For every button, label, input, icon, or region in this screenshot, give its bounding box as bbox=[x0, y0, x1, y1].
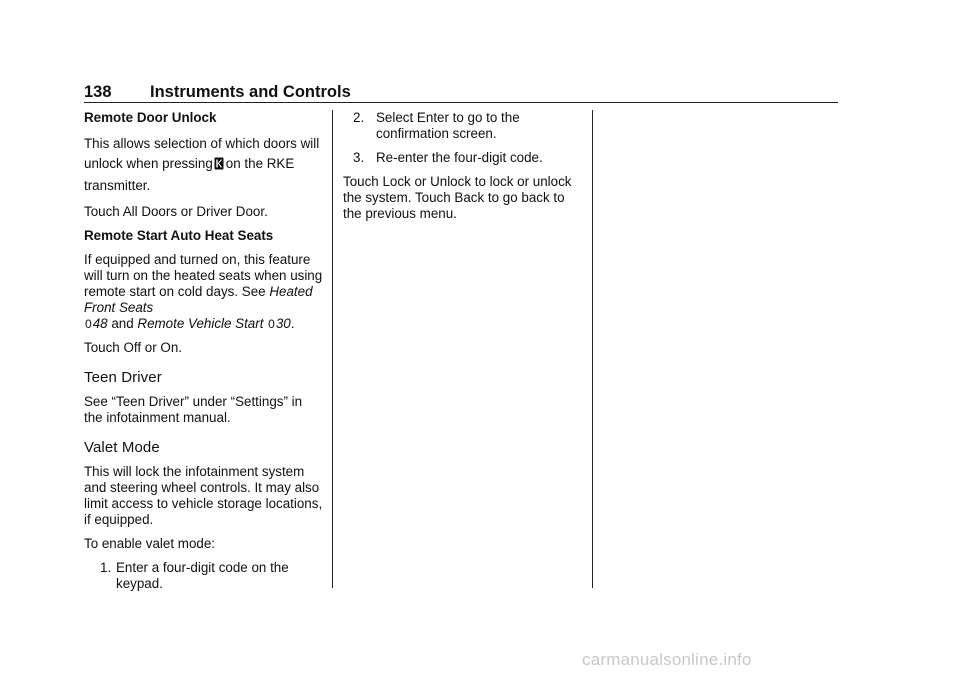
xref-arrow-icon: 0 bbox=[268, 317, 275, 331]
list-item: 3. Re-enter the four-digit code. bbox=[353, 150, 543, 165]
watermark: carmanualsonline.info bbox=[582, 650, 752, 669]
link-remote-vehicle-start[interactable]: Remote Vehicle Start bbox=[137, 316, 264, 331]
page-ref-48[interactable]: 48 bbox=[92, 316, 108, 331]
remote-start-heat-heading: Remote Start Auto Heat Seats bbox=[84, 228, 274, 243]
column-middle bbox=[343, 110, 583, 230]
xref-arrow-icon: 0 bbox=[85, 317, 92, 331]
valet-mode-text: This will lock the infotainment system and steering wheel controls. It may also limit access to vehicle storage locations, if equipped. bbox=[84, 464, 323, 527]
column-left bbox=[84, 110, 324, 600]
remote-start-heat-text: If equipped and turned on, this feature will turn on the heated seats when using remote start on cold days. See Heated Front Seats 048 and Remote Vehicle Start 030. bbox=[84, 252, 323, 331]
valet-mode-heading: Valet Mode bbox=[84, 439, 160, 456]
page-number: 138 bbox=[84, 83, 112, 101]
page-ref-30[interactable]: 30 bbox=[275, 316, 291, 331]
valet-steps-list bbox=[84, 560, 324, 592]
remote-door-unlock-heading: Remote Door Unlock bbox=[84, 110, 217, 125]
remote-door-unlock-options: Touch All Doors or Driver Door. bbox=[84, 204, 268, 219]
valet-steps-list-continued bbox=[343, 110, 583, 166]
link-heated-front-seats[interactable]: Heated Front Seats bbox=[84, 284, 313, 315]
column-divider bbox=[592, 110, 593, 588]
column-divider bbox=[332, 110, 333, 588]
valet-mode-enable-intro: To enable valet mode: bbox=[84, 536, 216, 551]
valet-lock-unlock-text: Touch Lock or Unlock to lock or unlock the system. Touch Back to go back to the previous menu. bbox=[343, 174, 572, 221]
remote-start-heat-options: Touch Off or On. bbox=[84, 340, 182, 355]
teen-driver-heading: Teen Driver bbox=[84, 369, 162, 386]
unlock-key-icon bbox=[214, 156, 224, 176]
page-header bbox=[84, 80, 838, 103]
remote-door-unlock-text: This allows selection of which doors will unlock when pressing on the RKE transmitter. bbox=[84, 136, 320, 193]
teen-driver-text: See “Teen Driver” under “Settings” in the infotainment manual. bbox=[84, 394, 303, 425]
list-item: 1. Enter a four-digit code on the keypad. bbox=[100, 560, 289, 591]
list-item: 2. Select Enter to go to the confirmation screen. bbox=[353, 110, 520, 141]
section-title: Instruments and Controls bbox=[150, 83, 351, 101]
